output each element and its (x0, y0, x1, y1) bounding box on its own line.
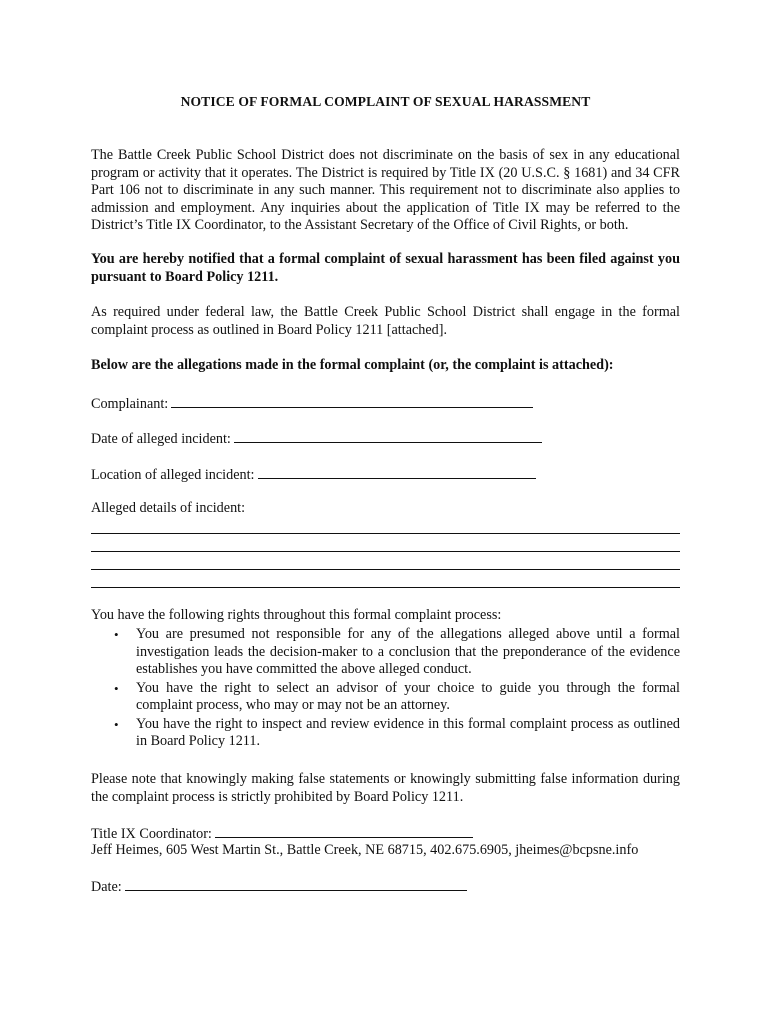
date-of-incident-field (91, 429, 542, 449)
notice-statement: You are hereby notified that a formal complaint of sexual harassment has been filed against you pursuant to Board Policy 1211. (91, 251, 680, 285)
complainant-label: Complainant: (91, 396, 169, 412)
incident-details-label: Alleged details of incident: (91, 500, 246, 516)
incident-details-line[interactable] (91, 551, 680, 552)
incident-details-line[interactable] (91, 533, 680, 534)
date-label: Date: (91, 879, 122, 895)
location-of-incident-label: Location of alleged incident: (91, 467, 255, 483)
complainant-input-line[interactable] (171, 394, 533, 408)
bullet-icon: • (114, 716, 119, 732)
bullet-icon: • (114, 680, 119, 696)
incident-details-line[interactable] (91, 569, 680, 570)
incident-details-line[interactable] (91, 587, 680, 588)
location-of-incident-input-line[interactable] (258, 465, 536, 479)
date-of-incident-input-line[interactable] (234, 429, 542, 443)
rights-list-item (91, 626, 680, 679)
coordinator-contact-info: Jeff Heimes, 605 West Martin St., Battle Creek, NE 68715, 402.675.6905, jheimes@bcpsne.info (91, 842, 639, 858)
allegations-heading: Below are the allegations made in the formal complaint (or, the complaint is attached): (91, 357, 614, 373)
coordinator-field (91, 824, 473, 844)
coordinator-input-line[interactable] (215, 824, 473, 838)
complainant-field (91, 394, 533, 414)
rights-list (91, 626, 680, 752)
date-input-line[interactable] (125, 877, 467, 891)
process-paragraph: As required under federal law, the Battle Creek Public School District shall engage in the formal complaint process as outlined in Board Policy 1211 [attached]. (91, 304, 680, 338)
rights-item-text: You have the right to inspect and review evidence in this formal complaint process as outlined in Board Policy 1211. (136, 715, 680, 749)
rights-list-item (91, 680, 680, 715)
rights-intro: You have the following rights throughout this formal complaint process: (91, 607, 502, 623)
date-of-incident-label: Date of alleged incident: (91, 431, 231, 447)
incident-details-field (91, 500, 245, 518)
bullet-icon: • (114, 627, 119, 642)
document-title: NOTICE OF FORMAL COMPLAINT OF SEXUAL HARASSMENT (180, 94, 591, 109)
coordinator-label: Title IX Coordinator: (91, 826, 212, 842)
intro-paragraph: The Battle Creek Public School District does not discriminate on the basis of sex in any educational program or activity that it operates. The District is required by Title IX (20 U.S.C. § 1681) and 34 CFR Part 106 not to discriminate in any such manner. This requirement not to discriminate also applies to admission and employment. Any inquiries about the application of Title IX may be referred to the District’s Title IX Coordinator, to the Assistant Secretary of the Office of Civil Rights, or both. (91, 147, 680, 233)
rights-list-item (91, 716, 680, 751)
rights-item-text: You have the right to select an advisor of your choice to guide you through the formal complaint process, who may or may not be an attorney. (136, 679, 680, 713)
rights-item-text: You are presumed not responsible for any of the allegations alleged above until a formal investigation leads the decision-maker to a conclusion that the preponderance of the evidence establishes you have committed the above alleged conduct. (136, 626, 680, 677)
location-of-incident-field (91, 465, 536, 485)
date-field (91, 877, 467, 897)
warning-paragraph: Please note that knowingly making false statements or knowingly submitting false information during the complaint process is strictly prohibited by Board Policy 1211. (91, 771, 680, 805)
